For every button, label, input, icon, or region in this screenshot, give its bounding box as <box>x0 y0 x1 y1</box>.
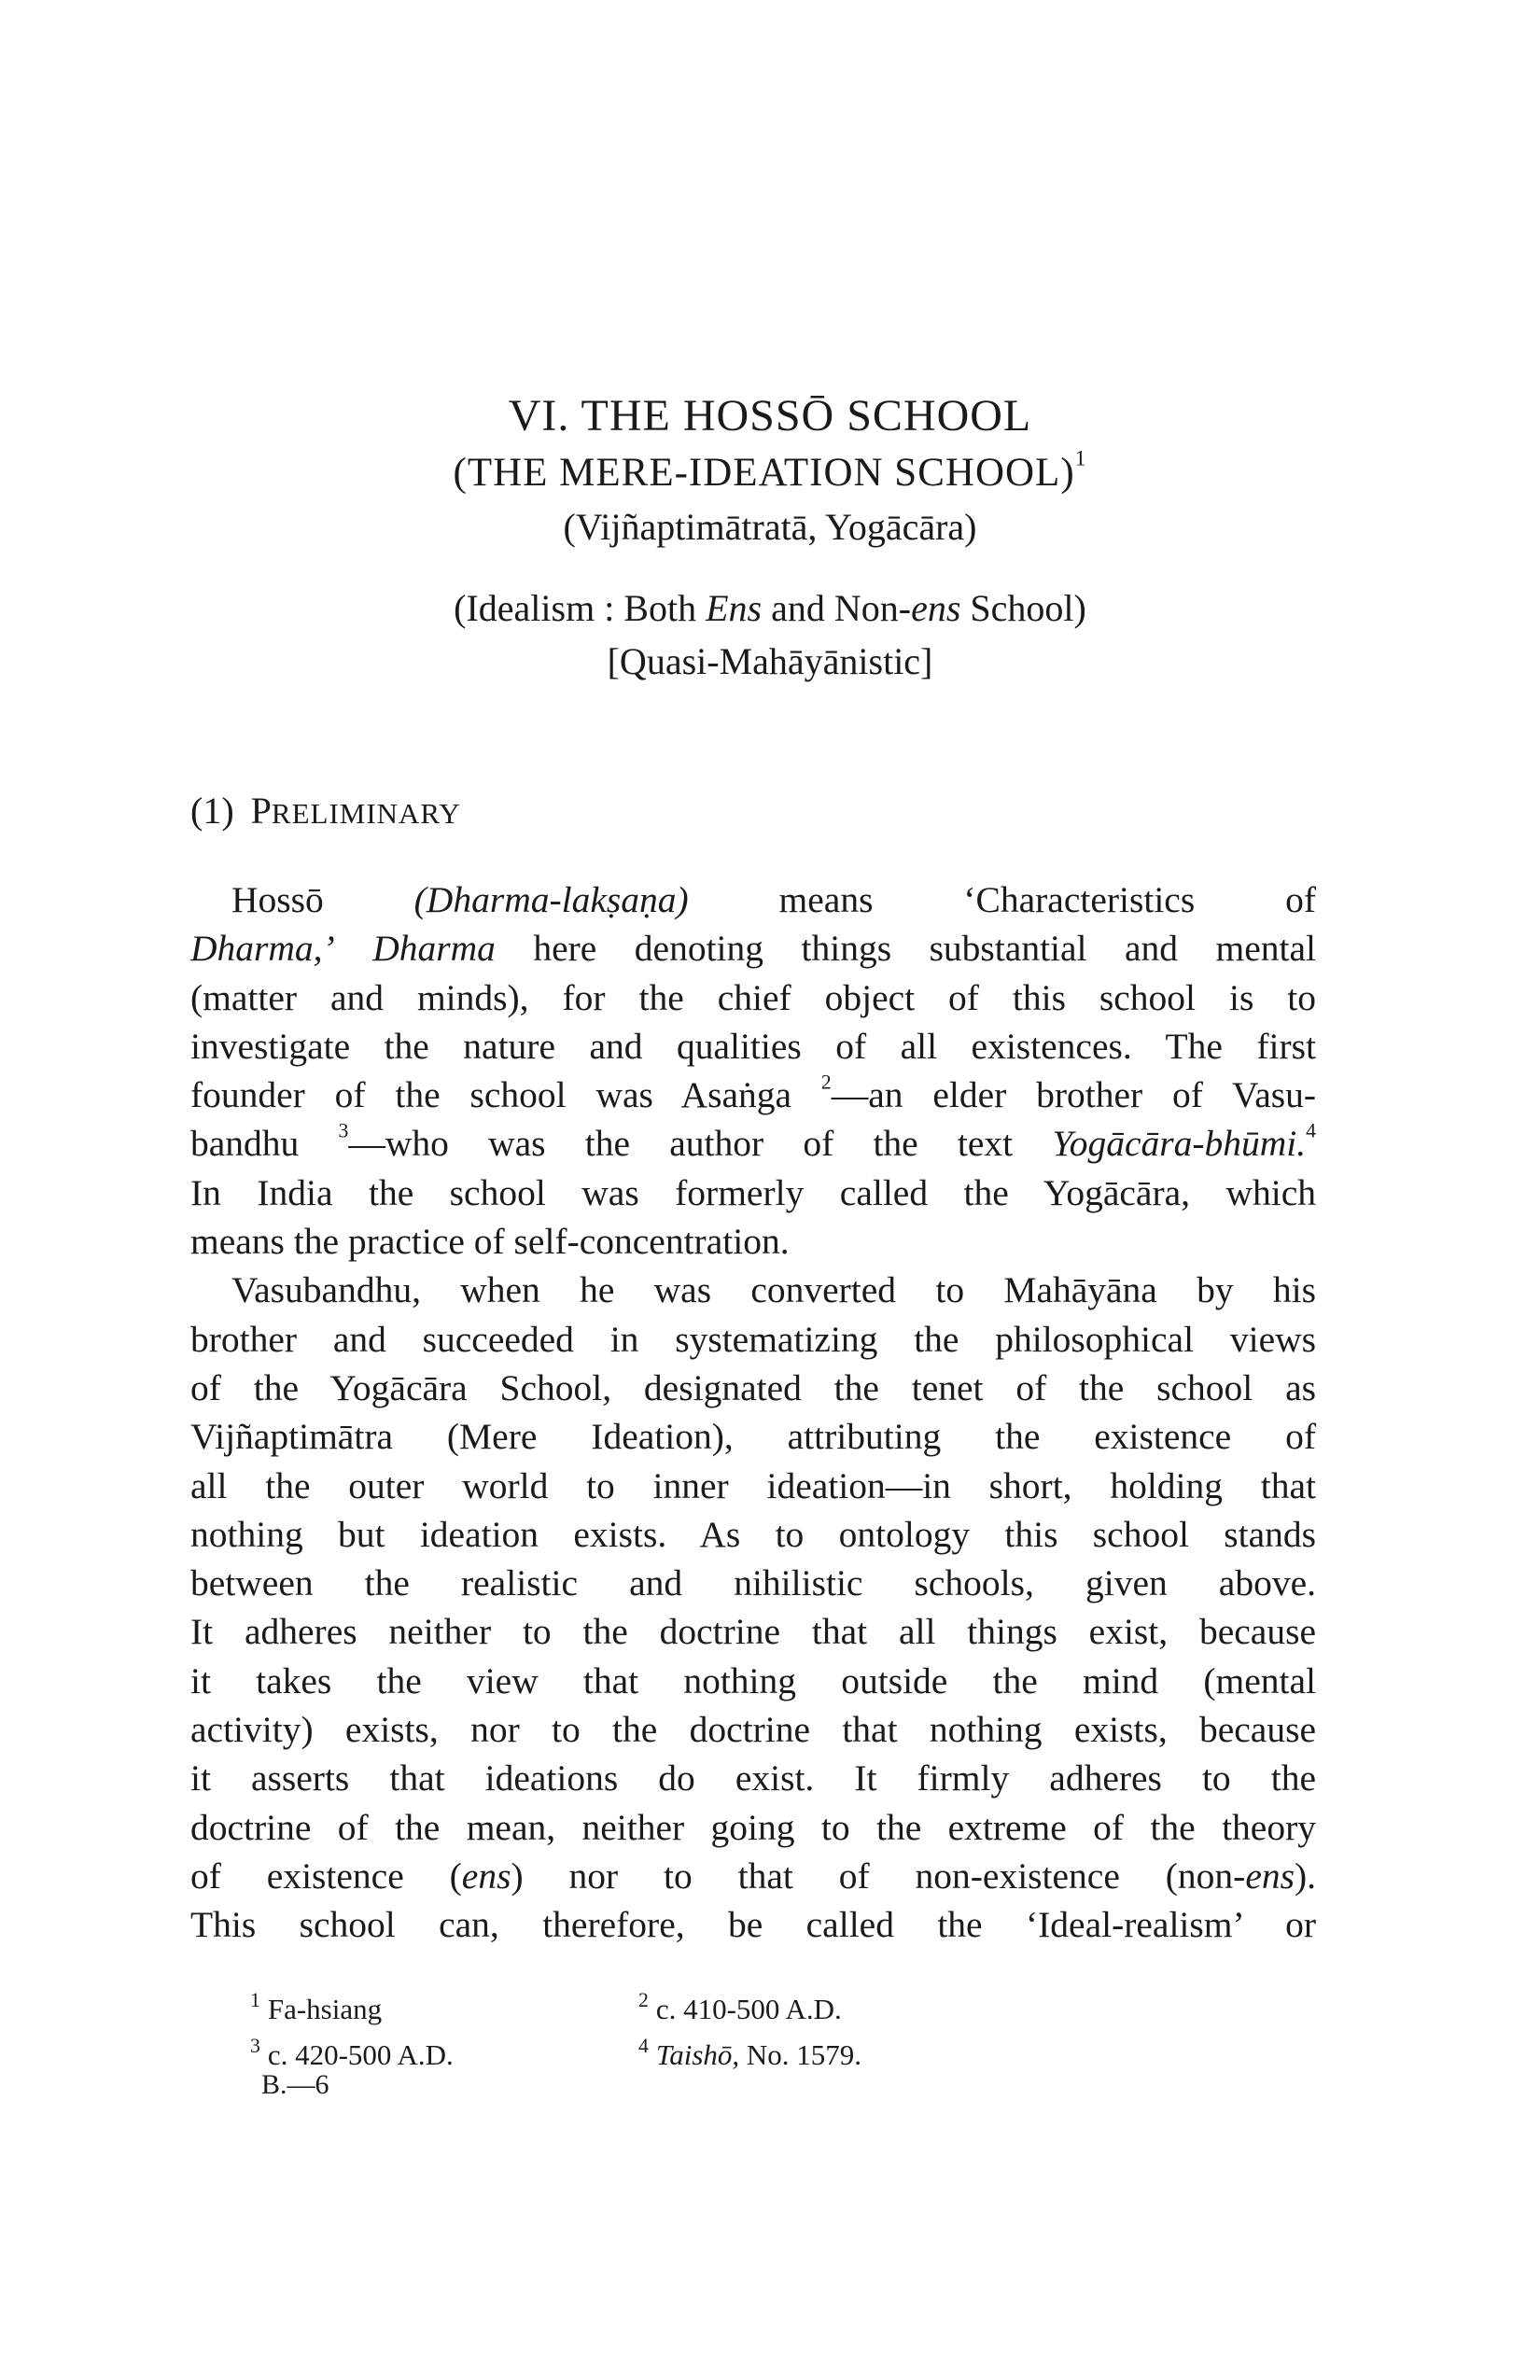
footnote-italic: Taishō, <box>655 2038 740 2071</box>
footnote-number: 3 <box>250 2034 260 2057</box>
text-run: means ‘Characteristics of <box>688 879 1316 920</box>
text-run: ). <box>1294 1855 1316 1897</box>
footnote-1 <box>250 1986 382 2033</box>
alternate-names: (Vijñaptimātratā, Yogācāra) <box>563 506 977 548</box>
classification-ens: ens <box>911 587 961 629</box>
text-run: —an elder brother of Vasu- <box>831 1074 1316 1116</box>
text-run: Hossō <box>231 879 414 920</box>
italic-term: Dharma,’ <box>190 928 335 970</box>
text-line <box>190 1852 1316 1900</box>
heading-initial: P <box>250 790 272 832</box>
text-run: of existence ( <box>190 1855 462 1897</box>
text-line <box>190 1119 1316 1168</box>
chapter-subtitle <box>0 446 1540 496</box>
text-line <box>190 924 1316 973</box>
footnote-text: Fa-hsiang <box>267 1993 383 2025</box>
classification-text: (Idealism : Both <box>454 587 707 629</box>
text-line: (matter and minds), for the chief object of this school is to <box>190 976 1316 1018</box>
footnote-text: No. 1579. <box>739 2038 862 2071</box>
footnote-mark: 1 <box>1074 446 1087 471</box>
text-line: between the realistic and nihilistic schools, given above. <box>190 1562 1316 1604</box>
text-line: doctrine of the mean, neither going to the extreme of the theory <box>190 1806 1316 1848</box>
text-run: —who was the author of the text <box>348 1123 1053 1165</box>
italic-term: ens <box>1245 1855 1295 1897</box>
text-line: In India the school was formerly called the Yogācāra, which <box>190 1171 1316 1213</box>
text-run: bandhu <box>190 1123 339 1165</box>
text-run: here denoting things substantial and mental <box>495 928 1316 970</box>
text-run: ) nor to that of non-existence (non- <box>511 1855 1246 1897</box>
text-line <box>190 875 1316 924</box>
text-line: all the outer world to inner ideation—in short, holding that <box>190 1464 1316 1506</box>
text-line: Vasubandhu, when he was converted to Mahāyāna by his <box>231 1269 1316 1311</box>
text-run: founder of the school was Asaṅga <box>190 1074 821 1116</box>
text-line: activity) exists, nor to the doctrine that nothing exists, because <box>190 1709 1316 1751</box>
italic-term: (Dharma-lakṣaṇa) <box>413 879 689 920</box>
section-heading <box>190 789 461 833</box>
text-line: it takes the view that nothing outside the mind (mental <box>190 1659 1316 1701</box>
subtitle-text: (THE MERE-IDEATION SCHOOL) <box>453 451 1075 495</box>
footnote-number: 2 <box>638 1988 649 2011</box>
printer-signature: B.—6 <box>261 2069 329 2100</box>
quasi-classification: [Quasi-Mahāyānistic] <box>607 640 933 682</box>
italic-term: Dharma <box>372 928 496 970</box>
classification-line <box>0 586 1540 630</box>
footnote-mark: 2 <box>820 1071 832 1094</box>
text-line: it asserts that ideations do exist. It firmly adheres to the <box>190 1757 1316 1799</box>
text-line: means the practice of self-concentration. <box>190 1221 790 1263</box>
italic-term: Yogācāra-bhūmi. <box>1052 1123 1307 1165</box>
footnote-mark: 4 <box>1306 1119 1316 1142</box>
footnote-text: c. 420-500 A.D. <box>267 2038 454 2071</box>
text-line: This school can, therefore, be called the ‘Ideal-realism’ or <box>190 1904 1316 1946</box>
classification-text: and Non- <box>762 587 912 629</box>
footnote-number: 4 <box>638 2034 649 2057</box>
heading-rest: RELIMINARY <box>271 797 461 830</box>
chapter-title: VI. THE HOSSŌ SCHOOL <box>508 391 1032 441</box>
body-paragraphs <box>190 875 1316 1950</box>
classification-text: School) <box>960 587 1086 629</box>
text-line: Vijñaptimātra (Mere Ideation), attributing the existence of <box>190 1416 1316 1458</box>
text-line: It adheres neither to the doctrine that all things exist, because <box>190 1611 1316 1653</box>
footnote-number: 1 <box>250 1988 260 2011</box>
footnote-2 <box>638 1986 842 2033</box>
footnote-4 <box>638 2032 861 2079</box>
text-line <box>190 1071 1316 1119</box>
text-line: brother and succeeded in systematizing the philosophical views <box>190 1318 1316 1360</box>
italic-term: ens <box>461 1855 511 1897</box>
footnote-mark: 3 <box>338 1119 349 1142</box>
footnote-text: c. 410-500 A.D. <box>655 1993 842 2025</box>
section-number: (1) <box>190 790 234 832</box>
classification-ens: Ens <box>706 587 763 629</box>
text-line: of the Yogācāra School, designated the tenet of the school as <box>190 1366 1316 1408</box>
text-line: investigate the nature and qualities of all existences. The first <box>190 1025 1316 1067</box>
text-line: nothing but ideation exists. As to ontology this school stands <box>190 1513 1316 1555</box>
